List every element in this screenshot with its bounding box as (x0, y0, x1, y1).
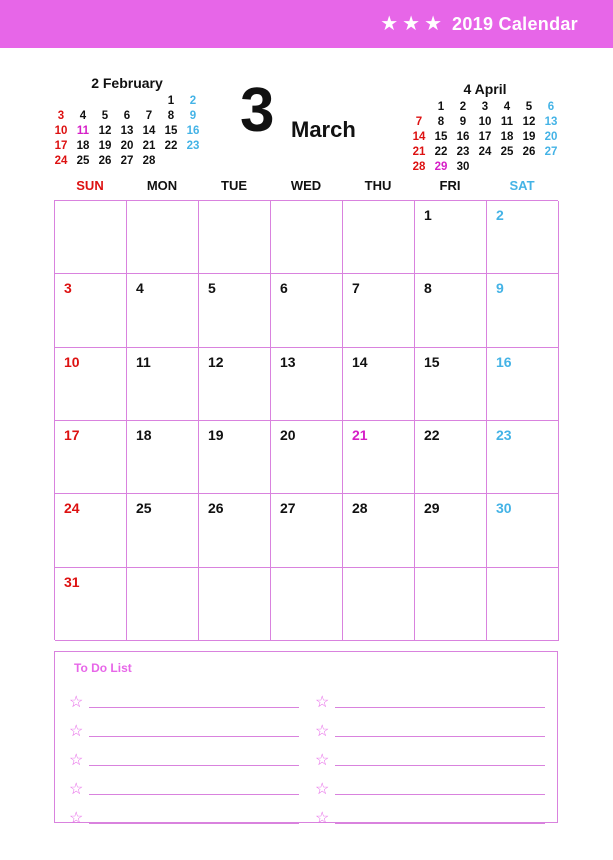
day-number: 13 (280, 353, 296, 370)
mini-day (50, 94, 72, 109)
todo-line[interactable] (69, 711, 299, 740)
day-number: 18 (136, 426, 152, 443)
day-number: 15 (424, 353, 440, 370)
day-number: 5 (208, 280, 216, 297)
todo-line[interactable] (315, 740, 545, 769)
day-number: 6 (280, 280, 288, 297)
day-cell (55, 421, 127, 494)
mini-day: 14 (412, 131, 426, 143)
mini-day: 2 (459, 101, 467, 113)
mini-day: 1 (437, 101, 445, 113)
day-number: 2 (496, 207, 504, 223)
mini-day (94, 94, 116, 109)
mini-day: 6 (123, 110, 131, 122)
star-outline-icon: ☆ (315, 781, 330, 798)
star-icon: ★ (402, 13, 421, 35)
weekday-label: SUN (76, 178, 104, 193)
day-number: 20 (280, 426, 296, 443)
mini-calendar-title: 4 April (463, 81, 507, 97)
day-cell (55, 568, 127, 641)
mini-day: 17 (478, 131, 492, 143)
mini-day: 4 (503, 101, 511, 113)
day-number: 29 (424, 500, 440, 517)
day-cell (127, 201, 199, 274)
day-number: 1 (424, 207, 432, 223)
mini-day: 16 (456, 131, 470, 143)
mini-day: 25 (500, 146, 514, 158)
day-cell (343, 274, 415, 347)
todo-rule (89, 752, 299, 766)
mini-day: 30 (456, 161, 470, 173)
day-cell (487, 201, 559, 274)
mini-day: 9 (189, 110, 197, 122)
calendar-title: 2019 Calendar (452, 13, 578, 34)
star-outline-icon: ☆ (69, 694, 84, 711)
mini-day: 24 (54, 155, 68, 167)
mini-day: 4 (79, 110, 87, 122)
day-cell (415, 201, 487, 274)
todo-line[interactable] (315, 798, 545, 827)
weekday-label: MON (146, 178, 178, 193)
todo-rule (335, 723, 545, 737)
star-outline-icon: ☆ (315, 810, 330, 827)
day-number: 31 (64, 573, 80, 590)
mini-day: 23 (456, 146, 470, 158)
day-number: 4 (136, 280, 144, 297)
mini-calendar-grid (50, 94, 204, 169)
day-number: 30 (496, 500, 512, 517)
day-cell (343, 568, 415, 641)
mini-day: 5 (101, 110, 109, 122)
mini-day: 1 (167, 95, 175, 107)
day-number: 3 (64, 280, 72, 297)
weekday-label: THU (364, 178, 392, 193)
mini-day: 19 (98, 140, 112, 152)
todo-line[interactable] (315, 769, 545, 798)
mini-day: 26 (98, 155, 112, 167)
month-name: March (291, 117, 356, 142)
day-cell (127, 494, 199, 567)
day-cell (127, 568, 199, 641)
day-cell (55, 494, 127, 567)
day-cell (415, 421, 487, 494)
day-cell (271, 274, 343, 347)
day-cell (127, 274, 199, 347)
todo-rule (89, 694, 299, 708)
todo-rule (335, 810, 545, 824)
mini-day: 9 (459, 116, 467, 128)
day-cell (199, 274, 271, 347)
todo-rule (89, 723, 299, 737)
day-cell (199, 568, 271, 641)
mini-day: 5 (525, 101, 533, 113)
day-cell (343, 201, 415, 274)
todo-rule (89, 781, 299, 795)
day-cell (55, 201, 127, 274)
mini-day: 24 (478, 146, 492, 158)
day-cell (55, 274, 127, 347)
day-number: 24 (64, 500, 80, 517)
header-bar (0, 0, 613, 48)
todo-rule (335, 694, 545, 708)
todo-title: To Do List (74, 661, 132, 675)
day-number: 12 (208, 353, 224, 370)
day-cell (127, 421, 199, 494)
day-number: 27 (280, 500, 296, 517)
mini-day: 13 (544, 116, 558, 128)
day-number: 23 (496, 426, 512, 443)
day-cell (271, 201, 343, 274)
mini-day: 28 (142, 155, 156, 167)
mini-calendar-february (50, 75, 204, 169)
weekday-label: SAT (509, 178, 535, 193)
day-number: 26 (208, 500, 224, 517)
mini-day: 20 (544, 131, 558, 143)
todo-column-right (315, 682, 545, 827)
header-stars (380, 14, 442, 34)
day-cell (487, 568, 559, 641)
day-number: 19 (208, 426, 224, 443)
mini-day: 16 (186, 125, 200, 137)
mini-day: 25 (76, 155, 90, 167)
mini-day: 17 (54, 140, 68, 152)
mini-day: 18 (500, 131, 514, 143)
mini-day: 22 (164, 140, 178, 152)
mini-day: 13 (120, 125, 134, 137)
day-cell (415, 348, 487, 421)
mini-day: 11 (500, 116, 514, 128)
day-cell (343, 348, 415, 421)
day-cell (487, 348, 559, 421)
todo-rule (89, 810, 299, 824)
day-cell (271, 421, 343, 494)
mini-day: 29 (434, 161, 448, 173)
day-cell (415, 274, 487, 347)
todo-column-left (69, 682, 299, 827)
weekday-label: WED (290, 178, 322, 193)
star-outline-icon: ☆ (69, 752, 84, 769)
day-cell (127, 348, 199, 421)
mini-day: 7 (415, 116, 423, 128)
day-number: 21 (352, 426, 368, 443)
weekday-label: FRI (439, 178, 461, 193)
day-cell (343, 421, 415, 494)
mini-calendar-april (408, 81, 562, 175)
todo-line[interactable] (315, 682, 545, 711)
star-icon: ★ (424, 13, 443, 35)
day-cell (199, 348, 271, 421)
mini-calendar-grid (408, 100, 562, 175)
day-number: 11 (136, 353, 151, 370)
mini-day: 12 (98, 125, 112, 137)
mini-day: 12 (522, 116, 536, 128)
mini-day (116, 94, 138, 109)
day-cell (271, 568, 343, 641)
star-outline-icon: ☆ (69, 781, 84, 798)
day-number: 10 (64, 353, 80, 370)
mini-day: 27 (544, 146, 558, 158)
day-number: 25 (136, 500, 152, 517)
mini-day: 21 (412, 146, 426, 158)
todo-rule (335, 781, 545, 795)
mini-day: 19 (522, 131, 536, 143)
star-outline-icon: ☆ (315, 752, 330, 769)
mini-day: 20 (120, 140, 134, 152)
mini-day: 2 (189, 95, 197, 107)
day-number: 8 (424, 280, 432, 297)
mini-day (138, 94, 160, 109)
day-cell (199, 421, 271, 494)
day-cell (271, 348, 343, 421)
mini-day: 23 (186, 140, 200, 152)
mini-day: 6 (547, 101, 555, 113)
star-icon: ★ (380, 13, 399, 35)
mini-calendar-title: 2 February (91, 75, 163, 91)
day-number: 22 (424, 426, 440, 443)
day-number: 14 (352, 353, 368, 370)
mini-day: 26 (522, 146, 536, 158)
todo-line[interactable] (69, 769, 299, 798)
todo-line[interactable] (315, 711, 545, 740)
day-number: 17 (64, 426, 80, 443)
mini-day (72, 94, 94, 109)
weekday-label: TUE (221, 178, 247, 193)
mini-day: 15 (434, 131, 448, 143)
day-cell (415, 568, 487, 641)
weekday-header (54, 178, 558, 193)
day-number: 9 (496, 280, 504, 297)
todo-line[interactable] (69, 798, 299, 827)
mini-day: 15 (164, 125, 178, 137)
star-outline-icon: ☆ (315, 723, 330, 740)
mini-day: 22 (434, 146, 448, 158)
mini-day: 14 (142, 125, 156, 137)
day-cell (487, 494, 559, 567)
day-number: 16 (496, 353, 512, 370)
day-number: 7 (352, 280, 360, 297)
mini-day: 8 (167, 110, 175, 122)
day-cell (199, 201, 271, 274)
mini-day: 27 (120, 155, 134, 167)
day-cell (415, 494, 487, 567)
todo-line[interactable] (69, 740, 299, 769)
day-cell (343, 494, 415, 567)
day-cell (271, 494, 343, 567)
todo-line[interactable] (69, 682, 299, 711)
star-outline-icon: ☆ (69, 723, 84, 740)
mini-day: 3 (481, 101, 489, 113)
mini-day: 3 (57, 110, 65, 122)
mini-day: 18 (76, 140, 90, 152)
star-outline-icon: ☆ (69, 810, 84, 827)
month-number: 3 (240, 76, 275, 145)
day-cell (487, 274, 559, 347)
mini-day: 11 (76, 125, 90, 137)
mini-day: 10 (478, 116, 492, 128)
mini-day: 28 (412, 161, 426, 173)
mini-day (408, 100, 430, 115)
day-cell (55, 348, 127, 421)
star-outline-icon: ☆ (315, 694, 330, 711)
mini-day: 21 (142, 140, 156, 152)
mini-day: 8 (437, 116, 445, 128)
day-cell (487, 421, 559, 494)
mini-day: 7 (145, 110, 153, 122)
month-grid (54, 200, 558, 640)
day-cell (199, 494, 271, 567)
todo-list (54, 651, 558, 827)
day-number: 28 (352, 500, 368, 517)
todo-rule (335, 752, 545, 766)
mini-day: 10 (54, 125, 68, 137)
